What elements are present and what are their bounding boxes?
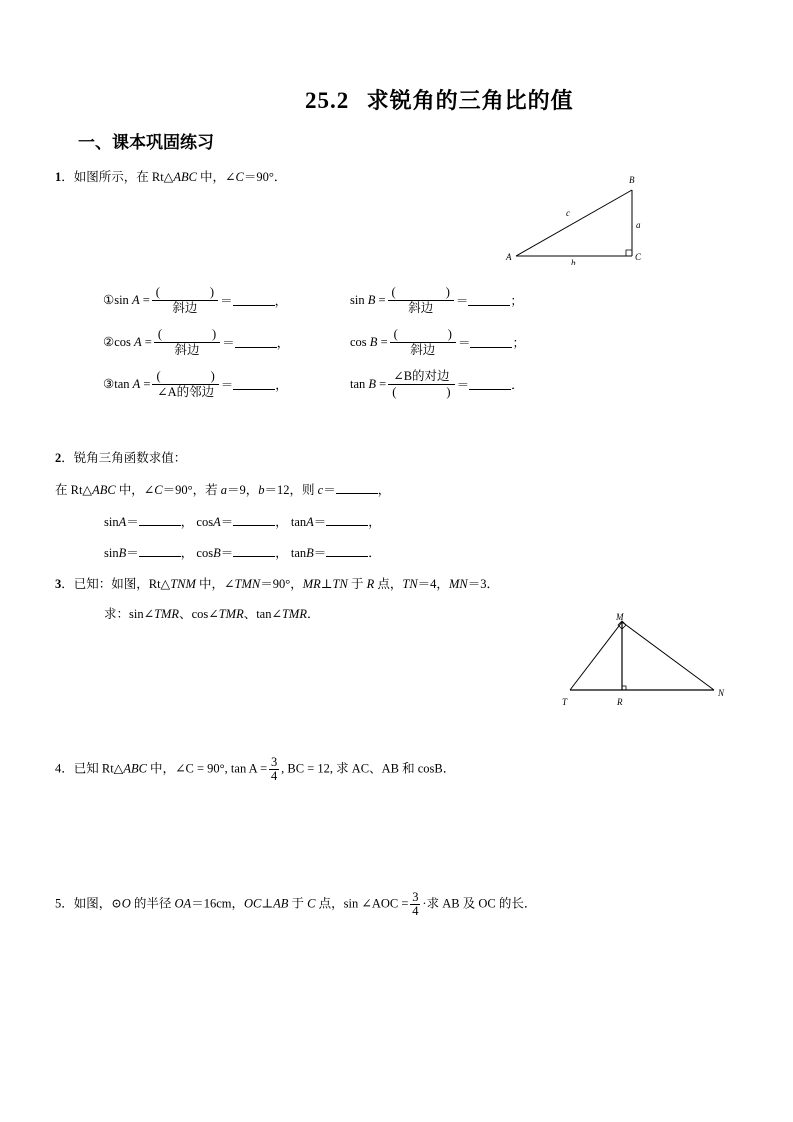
q4-text: 4．已知 Rt△ABC 中，∠C = 90°, tan A = $\frac{3}{4}$ , BC = 12, 求 AC、AB 和 cosB．	[55, 755, 456, 783]
answer-blank[interactable]	[468, 295, 510, 306]
section-heading: 一、课本巩固练习	[78, 133, 214, 153]
label-b: b	[571, 258, 576, 265]
side-TM	[570, 622, 622, 690]
q1-formula-cosB: cos B = $\frac{( )}{\text{斜边}}$ ＝ ；	[350, 326, 525, 357]
label-C: C	[635, 252, 642, 262]
answer-blank[interactable]	[235, 337, 277, 348]
q1-formula-cosA: ② cos A = $\frac{( )}{\text{斜边}}$ ＝ ，	[103, 326, 290, 357]
q2-heading: 2．锐角三角函数求值：	[55, 451, 187, 465]
side-MN	[622, 622, 714, 690]
answer-blank[interactable]	[139, 515, 181, 526]
q1-formula-sinA: ① sin A = $\frac{( )}{\text{斜边}}$ ＝ ，	[103, 284, 288, 315]
q1-triangle-figure	[500, 170, 650, 265]
q1-formula-sinB: sin B = $\frac{( )}{\text{斜边}}$ ＝ ；	[350, 284, 523, 315]
label-B: B	[629, 175, 635, 185]
side-c	[516, 190, 632, 256]
answer-blank[interactable]	[233, 379, 275, 390]
answer-blank[interactable]	[233, 546, 275, 557]
q1-formula-tanA: ③ tan A = $\frac{( )}{\text{∠A的邻边}}$ ＝ ，	[103, 368, 288, 399]
page-title	[305, 84, 574, 115]
answer-blank[interactable]	[233, 295, 275, 306]
answer-blank[interactable]	[336, 483, 378, 494]
q2-row-a: sinA＝ ， cosA＝ ， tanA＝ ，	[104, 515, 381, 529]
q5-text: 5．如图，⊙O 的半径 OA＝16cm，OC⊥AB 于 C 点，sin ∠AOC = $\frac{3}{4}$ ·求 AB 及 OC 的长．	[55, 890, 537, 918]
q1-text: 1．如图所示，在 Rt△ABC 中，∠C＝90°．	[55, 170, 287, 184]
label-a: a	[636, 220, 641, 230]
label-N: N	[718, 688, 725, 698]
q3-line1: 3．已知：如图，Rt△TNM 中，∠TMN＝90°，MR⊥TN 于 R 点，TN＝4，MN＝3．	[55, 577, 499, 591]
answer-blank[interactable]	[139, 546, 181, 557]
answer-blank[interactable]	[470, 337, 512, 348]
q2-row-b: sinB＝ ， cosB＝ ， tanB＝ ．	[104, 546, 381, 560]
right-angle-mark	[626, 250, 632, 256]
title-number: 25.2	[305, 88, 350, 113]
label-T: T	[562, 697, 568, 707]
q3-triangle-figure	[558, 608, 738, 713]
q2-line1: 在 Rt△ABC 中，∠C＝90°，若 a＝9，b＝12，则 c＝ ，	[55, 483, 391, 497]
answer-blank[interactable]	[326, 515, 368, 526]
answer-blank[interactable]	[469, 379, 511, 390]
label-R: R	[617, 697, 623, 707]
answer-blank[interactable]	[326, 546, 368, 557]
q1-formula-tanB: tan B = $\frac{\text{∠B的对边}}{( )}$ ＝ ．	[350, 368, 524, 399]
title-text: 求锐角的三角比的值	[366, 89, 574, 114]
answer-blank[interactable]	[233, 515, 275, 526]
label-A: A	[506, 252, 512, 262]
label-c: c	[566, 208, 570, 218]
label-M: M	[616, 612, 624, 622]
q3-line2: 求：sin∠TMR、cos∠TMR、tan∠TMR．	[104, 607, 320, 621]
